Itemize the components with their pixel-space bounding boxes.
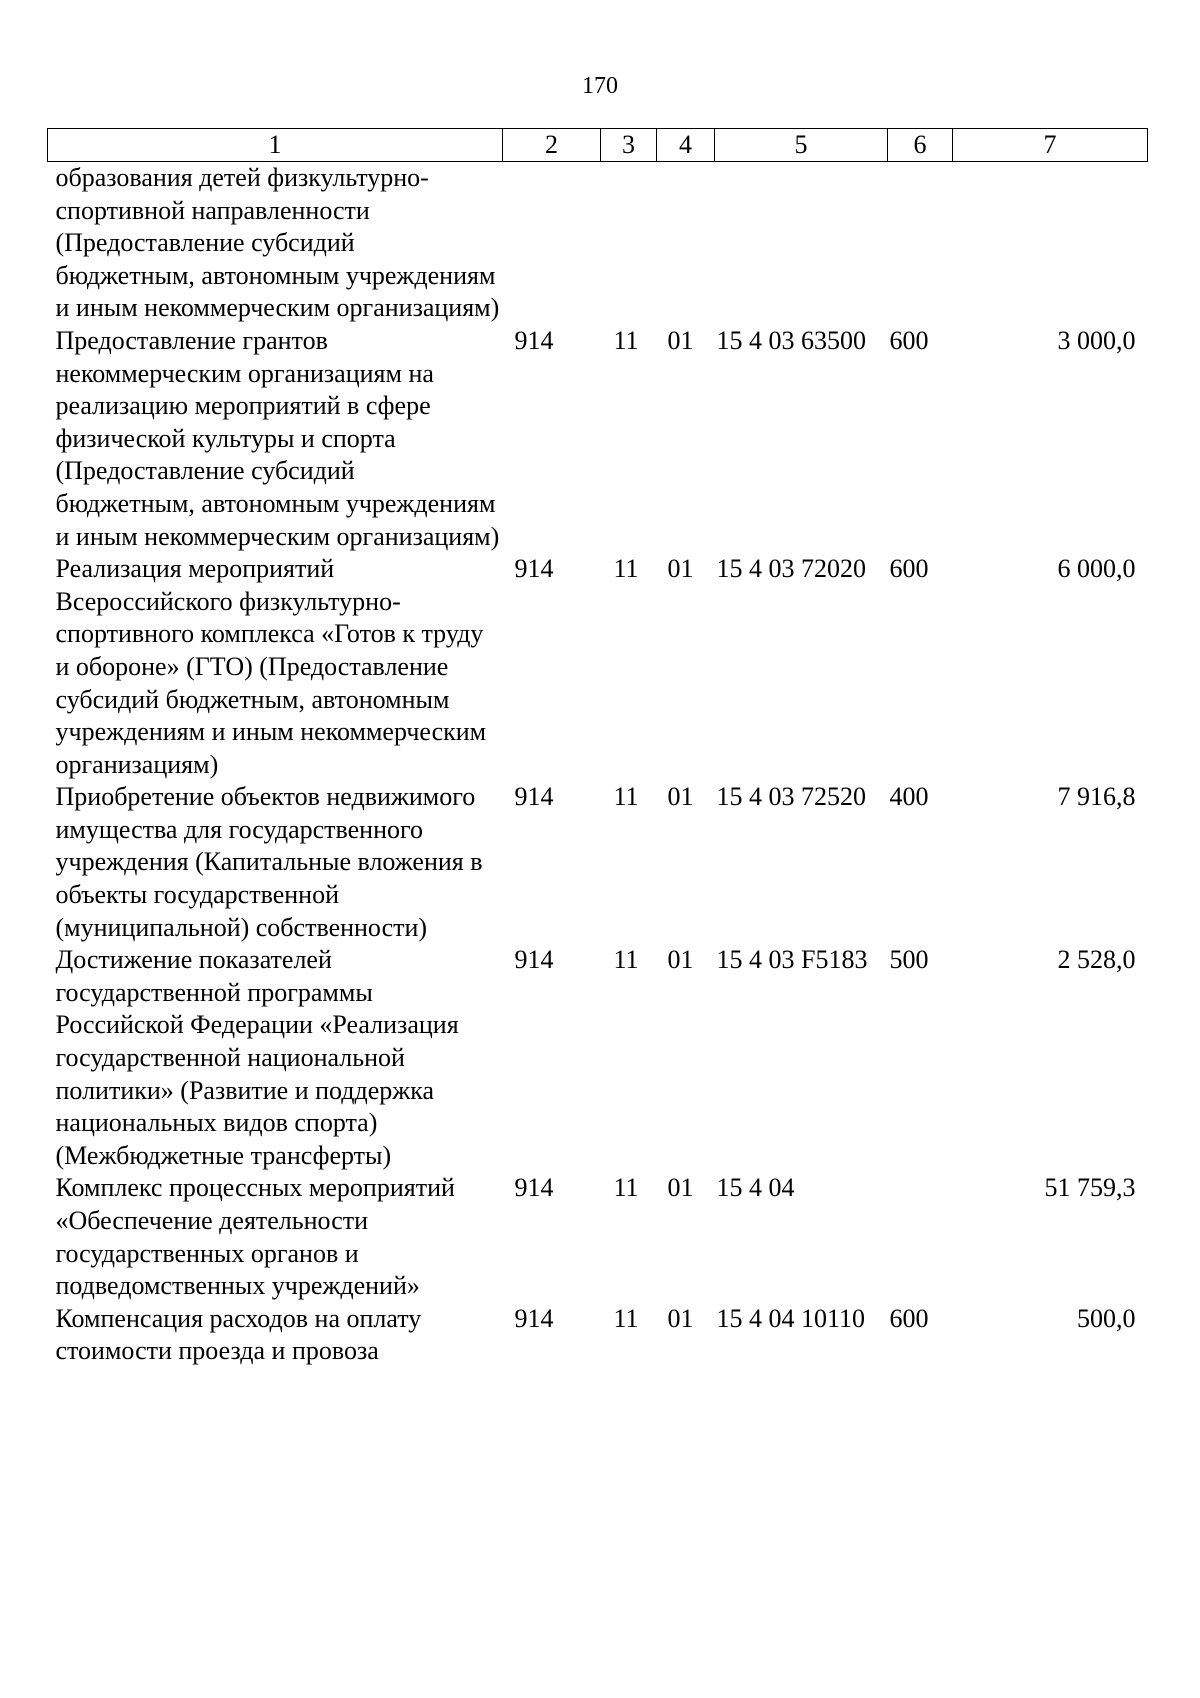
- cell-name: Комплекс процессных мероприятий «Обеспечение деятельности государственных органов и подведомственных учреждений»: [55, 1173, 455, 1301]
- header-cell-name: 1: [48, 129, 503, 162]
- cell-csr: 15 4 04 10110: [716, 1303, 866, 1333]
- cell-glava: [503, 162, 601, 325]
- cell-vr: 600: [889, 554, 929, 584]
- cell-glava: 914: [514, 554, 554, 584]
- cell-glava: 914: [514, 325, 554, 355]
- cell-vr: 500: [889, 945, 929, 975]
- table-body: [48, 162, 1148, 1368]
- header-cell-glava: 2: [503, 129, 601, 162]
- cell-csr: 15 4 03 63500: [716, 325, 866, 355]
- cell-glava: 914: [514, 1173, 554, 1203]
- cell-razdel: [601, 162, 657, 325]
- cell-summa: [953, 162, 1148, 325]
- page-number: 170: [582, 73, 618, 99]
- cell-csr: 15 4 03 72020: [716, 554, 866, 584]
- table-row: [48, 553, 1148, 781]
- cell-csr: 15 4 04: [716, 1173, 795, 1203]
- cell-glava: 914: [514, 945, 554, 975]
- header-cell-csr: 5: [715, 129, 888, 162]
- cell-summa: 3 000,0: [1057, 325, 1136, 355]
- cell-name: образования детей физкультурно-спортивной направленности (Предоставление субсидий бюджетным, автономным учреждениям и иным некоммерческим организациям): [55, 163, 500, 323]
- cell-razdel: 11: [613, 1303, 639, 1333]
- table-row: [48, 1172, 1148, 1302]
- cell-podrazdel: 01: [667, 1173, 694, 1203]
- cell-name: Компенсация расходов на оплату стоимости проезда и провоза: [55, 1303, 422, 1366]
- cell-summa: 500,0: [1077, 1303, 1136, 1333]
- cell-csr: 15 4 03 72520: [716, 782, 866, 812]
- cell-csr: 15 4 03 F5183: [716, 945, 868, 975]
- table-row: [48, 162, 1148, 325]
- header-cell-vr: 6: [888, 129, 953, 162]
- header-row: [48, 129, 1148, 162]
- cell-summa: 2 528,0: [1057, 945, 1136, 975]
- cell-name: Предоставление грантов некоммерческим организациям на реализацию мероприятий в сфере физической культуры и спорта (Предоставление субсидий бюджетным, автономным учреждениям и иным некоммерческим организациям): [55, 325, 500, 551]
- cell-podrazdel: 01: [667, 945, 694, 975]
- cell-podrazdel: 01: [667, 554, 694, 584]
- cell-razdel: 11: [613, 325, 639, 355]
- cell-summa: 7 916,8: [1057, 782, 1136, 812]
- budget-table: [47, 128, 1148, 1368]
- header-cell-summa: 7: [953, 129, 1148, 162]
- cell-name: Реализация мероприятий Всероссийского физкультурно-спортивного комплекса «Готов к труду и обороне» (ГТО) (Предоставление субсидий бюджетным, автономным учреждениям и иным некоммерческим организациям): [55, 554, 487, 779]
- cell-glava: 914: [514, 782, 554, 812]
- cell-vr: 600: [889, 325, 929, 355]
- header-cell-razdel: 3: [601, 129, 657, 162]
- cell-razdel: 11: [613, 1173, 639, 1203]
- cell-podrazdel: 01: [667, 782, 694, 812]
- cell-summa: 51 759,3: [1044, 1173, 1136, 1203]
- cell-podrazdel: 01: [667, 325, 694, 355]
- table-header: [48, 129, 1148, 162]
- table-row: [48, 1303, 1148, 1368]
- header-cell-podrazdel: 4: [657, 129, 715, 162]
- table-row: [48, 781, 1148, 944]
- cell-razdel: 11: [613, 554, 639, 584]
- cell-podrazdel: [657, 162, 715, 325]
- cell-summa: 6 000,0: [1057, 554, 1136, 584]
- cell-name: Достижение показателей государственной программы Российской Федерации «Реализация государственной национальной политики» (Развитие и поддержка национальных видов спорта) (Межбюджетные трансферты): [55, 945, 459, 1170]
- cell-vr: 600: [889, 1303, 929, 1333]
- cell-podrazdel: 01: [667, 1303, 694, 1333]
- cell-name: Приобретение объектов недвижимого имущества для государственного учреждения (Капитальные вложения в объекты государственной (муниципальной) собственности): [55, 782, 483, 942]
- cell-razdel: 11: [613, 945, 639, 975]
- cell-vr: [888, 1172, 953, 1302]
- table-row: [48, 325, 1148, 553]
- cell-razdel: 11: [613, 782, 639, 812]
- cell-vr: [888, 162, 953, 325]
- cell-glava: 914: [514, 1303, 554, 1333]
- cell-csr: [715, 162, 888, 325]
- cell-vr: 400: [889, 782, 929, 812]
- table-row: [48, 944, 1148, 1172]
